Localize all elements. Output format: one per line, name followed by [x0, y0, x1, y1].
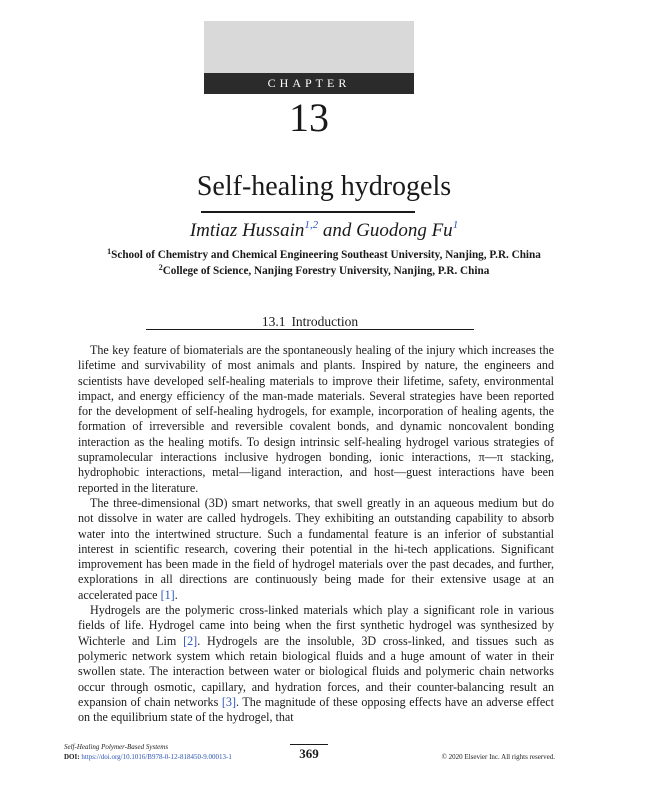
chapter-title: Self-healing hydrogels [196, 171, 452, 202]
affiliation-text: School of Chemistry and Chemical Engineering Southeast University, Nanjing, P.R. China [111, 249, 541, 261]
footer-source-block [64, 742, 232, 762]
footer-doi-link[interactable]: https://doi.org/10.1016/B978-0-12-818450-9.00013-1 [81, 753, 232, 761]
author-conjunction: and [322, 220, 352, 241]
paragraph-text: The key feature of biomaterials are the spontaneously healing of the injury which increases the lifetime and survivability of most animals and plants. Inspired by nature, the engineers and scientists have developed self-healing materials to improve their lifetime, safety, environmental impact, and energy efficiency of the man-made materials. Several strategies have been reported for the development of self-healing hydrogels, for example, incorporation of healing agents, the formation of irreversible and reversible covalent bonds, and dynamic noncovalent bonding interaction as the healing motifs. To design intrinsic self-healing hydrogel various strategies of supramolecular interactions inclusive hydrogen bonding, ionic interactions, π—π stacking, hydrophobic interactions, metal—ligand interaction, and host—guest interactions have been reported in the literature. [78, 343, 554, 495]
footer-copyright: © 2020 Elsevier Inc. All rights reserved. [441, 753, 555, 761]
citation-link[interactable]: [1] [160, 587, 175, 602]
author-affiliation-marker[interactable]: 1,2 [304, 219, 319, 231]
author-name: Imtiaz Hussain [189, 220, 305, 241]
chapter-header-block [204, 21, 414, 94]
citation-link[interactable]: [2] [183, 633, 198, 648]
section-title: Introduction [291, 314, 359, 329]
footer-book-title: Self-Healing Polymer-Based Systems [64, 743, 169, 751]
author-name: Guodong Fu [356, 220, 453, 241]
paragraph-text: The three-dimensional (3D) smart networks, that swell greatly in an aqueous medium but do not dissolve in water are called hydrogels. They exhibiting an outstanding capability to absorb water into the intertwined structure. Such a fundamental feature is an inferior of substantial interest in scientific research, covering their potential in the hi-tech applications. Significant improvement has been made in the field of hydrogel materials over the past decades, and further, explorations in all directions are continuously being made for their extensive usage at an accelerated pace [78, 495, 554, 602]
page-number: 369 [299, 746, 319, 761]
section-rule [146, 329, 474, 330]
paragraph-text: . Hydrogels are the insoluble, 3D cross-linked, and tissues such as polymeric network system which retain biological fluids and a huge amount of water in their swollen state. The interaction between water or biological fluids and polymeric chain networks occur through osmotic, capillary, and hydration forces, and their counter-balancing result an expansion of chain networks [78, 633, 554, 709]
author-affiliation-marker[interactable]: 1 [452, 219, 459, 231]
section-number: 13.1 [261, 314, 286, 329]
citation-link[interactable]: [3] [221, 694, 236, 709]
paragraph [78, 496, 554, 603]
section-heading [0, 314, 620, 330]
chapter-band [204, 73, 414, 94]
paragraph-text: . The magnitude of these opposing effects have an adverse effect on the equilibrium state of the hydrogel, that [78, 694, 554, 725]
paragraph-text: . [174, 587, 178, 602]
footer-page-rule [290, 744, 328, 745]
chapter-number: 13 [289, 95, 329, 140]
paragraph [78, 603, 554, 725]
paragraph-text: Hydrogels are the polymeric cross-linked materials which play a significant role in various fields of life. Hydrogel came into being when the first synthetic hydrogel was synthesized by Wichterle and Lim [78, 603, 554, 648]
paragraph [78, 343, 554, 496]
chapter-label: CHAPTER [267, 76, 351, 90]
body-text [78, 343, 554, 725]
affiliation [0, 263, 648, 279]
affiliation-text: College of Science, Nanjing Forestry University, Nanjing, P.R. China [162, 265, 490, 277]
affiliation [0, 247, 648, 263]
footer-doi-label: DOI: [64, 753, 80, 761]
title-rule [201, 211, 415, 213]
affiliation-marker: 2 [158, 263, 163, 272]
affiliation-marker: 1 [107, 247, 112, 256]
authors-line [0, 219, 648, 243]
